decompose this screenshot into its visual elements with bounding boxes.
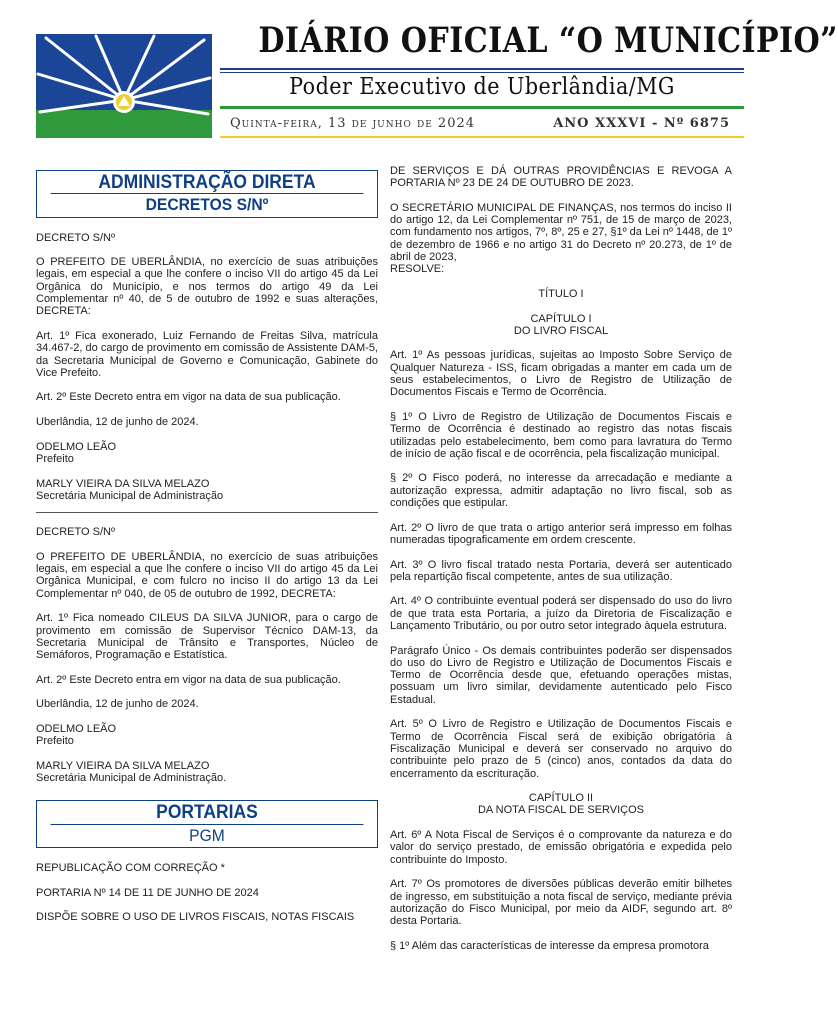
section-title: PORTARIAS xyxy=(51,801,364,824)
portaria-ementa-cont: DE SERVIÇOS E DÁ OUTRAS PROVIDÊNCIAS E REVOGA A PORTARIA Nº 23 DE 24 DE OUTUBRO DE 2023. xyxy=(390,165,732,190)
title-rule xyxy=(220,68,744,70)
date-rule xyxy=(220,136,744,138)
decree-2 xyxy=(36,526,378,784)
newspaper-title: DIÁRIO OFICIAL “O MUNICÍPIO” xyxy=(258,20,838,61)
date-row xyxy=(222,114,744,136)
decree-signature: ODELMO LEÃO Prefeito xyxy=(36,722,117,748)
article-paragraph: Art. 3º O livro fiscal tratado nesta Portaria, deverá ser autenticado pela repartição fiscal competente, antes de sua utilização. xyxy=(390,558,732,583)
decree-date: Uberlândia, 12 de junho de 2024. xyxy=(36,698,199,711)
decree-signature: MARLY VIEIRA DA SILVA MELAZO Secretária Municipal de Administração xyxy=(36,477,224,502)
decree-article: Art. 2º Este Decreto entra em vigor na data de sua publicação. xyxy=(36,673,341,686)
article-paragraph: Parágrafo Único - Os demais contribuintes poderão ser dispensados do uso do Livro de Registro e Utilização de Documentos Fiscais e Termo de Ocorrência desde que, efetuando operações mistas, possuam um livro similar, devidamente autenticado pelo Fisco Estadual. xyxy=(390,644,732,706)
uberlandia-flag-logo xyxy=(36,34,212,138)
portaria-preamble: O SECRETÁRIO MUNICIPAL DE FINANÇAS, nos termos do inciso II do artigo 12, da Lei Complementar nº 751, de 15 de março de 2023, com fundamento nos artigos, 7º, 8º, 25 e 27, §1º da Lei nº 1448, de 1º de dezembro de 1966 e no artigo 31 do Decreto nº 20.273, de 1º de abril de 2023, RESOLVE: xyxy=(390,201,732,276)
section-header-administracao xyxy=(36,170,378,218)
decree-article: Art. 2º Este Decreto entra em vigor na data de sua publicação. xyxy=(36,391,341,404)
portaria-note: REPUBLICAÇÃO COM CORREÇÃO * xyxy=(36,861,225,874)
decree-article: Art. 1º Fica exonerado, Luiz Fernando de Freitas Silva, matrícula 34.467-2, do cargo de provimento em comissão de Assistente DAM-5, da Secretaria Municipal de Governo e Comunicação, Gabinete do Vice Prefeito. xyxy=(36,329,378,379)
issue-edition: ANO XXXVI - Nº 6875 xyxy=(553,116,730,131)
subtitle-rule xyxy=(220,106,744,109)
title-heading: TÍTULO I xyxy=(538,287,584,300)
newspaper-subtitle: Poder Executivo de Uberlândia/MG xyxy=(289,74,675,100)
article-paragraph: § 2º O Fisco poderá, no interesse da arrecadação e mediante a autorização expressa, admitir adaptação no livro fiscal, sob as condições que estipular. xyxy=(390,472,732,510)
chapter-heading: CAPÍTULO I DO LIVRO FISCAL xyxy=(513,312,609,337)
article-paragraph: Art. 4º O contribuinte eventual poderá ser dispensado do uso do livro de que trata esta Portaria, a juízo da Diretoria de Fiscalização e Lançamento Tributário, ou por outro setor integrado àquela estrutura. xyxy=(390,595,732,632)
portaria-intro xyxy=(36,862,378,923)
right-column xyxy=(390,165,732,964)
left-column xyxy=(36,160,378,936)
issue-date: Quinta-feira, 13 de junho de 2024 xyxy=(230,116,476,131)
decree-date: Uberlândia, 12 de junho de 2024. xyxy=(36,416,199,429)
article-paragraph: Art. 7º Os promotores de diversões públicas deverão emitir bilhetes de ingresso, em substituição a nota fiscal de serviço, mediante prévia autorização do Fisco Municipal, por meio da AIDF, segundo art. 8º desta Portaria. xyxy=(390,878,732,928)
article-paragraph: § 1º Além das características de interesse da empresa promotora xyxy=(390,939,709,952)
portaria-ementa: DISPÕE SOBRE O USO DE LIVROS FISCAIS, NOTAS FISCAIS xyxy=(36,911,355,924)
decree-article: Art. 1º Fica nomeado CILEUS DA SILVA JUNIOR, para o cargo de provimento em comissão de Supervisor Técnico DAM-13, da Secretaria Municipal de Trânsito e Transportes, Núcleo de Semáforos, Programação e Estatística. xyxy=(36,612,378,662)
decree-preamble: O PREFEITO DE UBERLÂNDIA, no exercício de suas atribuições legais, em especial a que lhe confere o inciso VII do artigo 45 da Lei Orgânica do Município, e nos termos do artigo 49 da Lei Complementar nº 40, de 5 de outubro de 1992 e suas alterações, DECRETA: xyxy=(36,256,378,318)
article-paragraph: Art. 2º O livro de que trata o artigo anterior será impresso em folhas numeradas tipograficamente em ordem crescente. xyxy=(390,521,732,546)
article-paragraph: § 1º O Livro de Registro de Utilização de Documentos Fiscais e Termo de Ocorrência é destinado ao registro das notas fiscais utilizadas pelo estabelecimento, bem como para lavratura do Termo de início de ação fiscal e de ocorrência, pela fiscalização municipal. xyxy=(390,410,732,460)
section-subtitle: PGM xyxy=(189,825,225,845)
section-title: ADMINISTRAÇÃO DIRETA xyxy=(51,171,364,194)
decree-heading: DECRETO S/Nº xyxy=(36,231,115,244)
portaria-number: PORTARIA Nº 14 DE 11 DE JUNHO DE 2024 xyxy=(36,886,259,899)
decree-heading: DECRETO S/Nº xyxy=(36,526,115,539)
title-rule-thin xyxy=(220,72,744,73)
decree-1 xyxy=(36,232,378,503)
decree-preamble: O PREFEITO DE UBERLÂNDIA, no exercício de suas atribuições legais, em especial a que lhe confere o inciso VII do artigo 45 da Lei Orgânica Municipal, e com fulcro no inciso II do artigo 13 da Lei Complementar nº 040, de 05 de outubro de 1992, DECRETA: xyxy=(36,550,378,600)
article-paragraph: Art. 5º O Livro de Registro e Utilização de Documentos Fiscais e Termo de Ocorrência Fiscal será de exibição obrigatória à Fiscalização Municipal e deverá ser conservado no arquivo do contribuinte pelo prazo de 5 (cinco) anos, contados da data do encerramento da escrituração. xyxy=(390,718,732,780)
section-subtitle: DECRETOS S/Nº xyxy=(145,195,269,215)
article-paragraph: Art. 1º As pessoas jurídicas, sujeitas ao Imposto Sobre Serviço de Qualquer Natureza - ISS, ficam obrigadas a manter em cada um de seus estabelecimentos, o Livro de Registro de Utilização de Documentos Fiscais e Termo de Ocorrência. xyxy=(390,349,732,399)
decree-signature: ODELMO LEÃO Prefeito xyxy=(36,440,117,465)
chapter-heading: CAPÍTULO II DA NOTA FISCAL DE SERVIÇOS xyxy=(477,792,645,817)
article-paragraph: Art. 6º A Nota Fiscal de Serviços é o comprovante da natureza e do valor do serviço prestado, de emissão obrigatória e expedida pelo contribuinte do Imposto. xyxy=(390,829,732,866)
decree-divider xyxy=(36,512,378,513)
decree-signature: MARLY VIEIRA DA SILVA MELAZO Secretária Municipal de Administração. xyxy=(36,759,227,785)
section-header-portarias xyxy=(36,800,378,848)
